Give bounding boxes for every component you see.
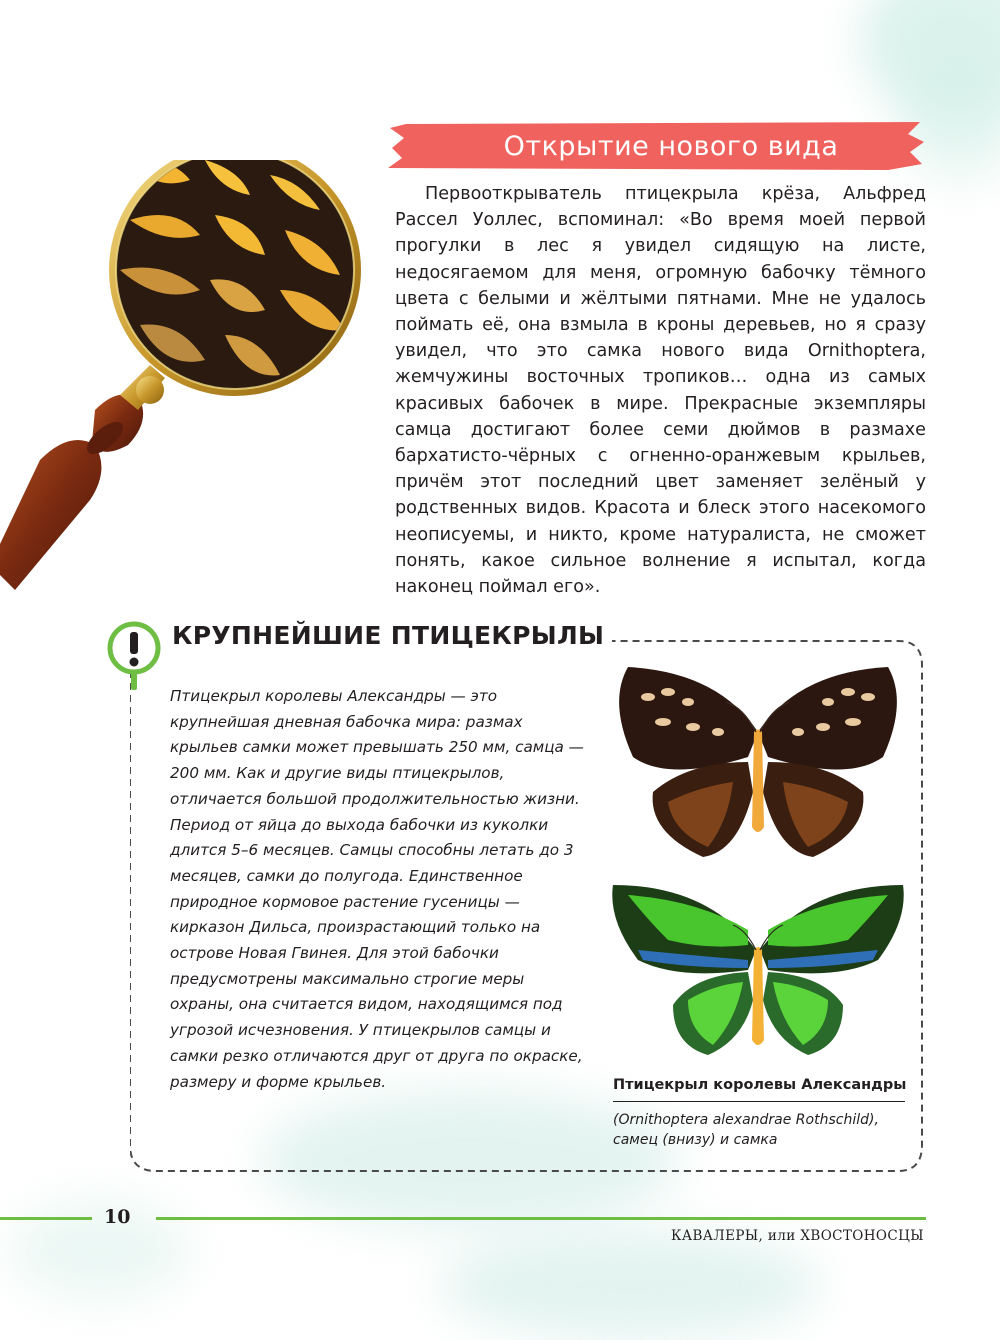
alert-icon	[104, 618, 164, 698]
caption-divider	[613, 1101, 905, 1102]
caption-text: (Ornithoptera alexandrae Rothschild), самец (внизу) и самка	[613, 1112, 879, 1148]
caption-title: Птицекрыл королевы Александры	[613, 1077, 907, 1093]
section-heading: Открытие нового вида	[503, 130, 839, 162]
footer-line-left	[0, 1217, 92, 1220]
page-number: 10	[104, 1206, 131, 1228]
watercolor-wash	[10, 1200, 190, 1300]
section-heading-banner	[388, 120, 924, 172]
running-head: КАВАЛЕРЫ, или ХВОСТОНОСЦЫ	[671, 1228, 924, 1244]
wallace-quote: Первооткрыватель птицекрыла крёза, Альфред Рассел Уоллес, вспоминал: «Во время моей первой прогулки в лес я увидел сидящую на листе, недосягаемом для меня, огромную бабочку тёмного цвета с белыми и жёлтыми пятнами. Мне не удалось поймать её, она взмыла в кроны деревьев, но я сразу увидел, что это самка нового вида Ornithoptera, жемчужины восточных тропиков… одна из самых красивых бабочек в мире. Прекрасные экземпляры самца достигают более семи дюймов в размахе бархатисто-чёрных с огненно-оранжевым крыльев, причём этот последний цвет заменяет зелёный у родственных видов. Красота и блеск этого насекомого неописуемы, и никто, кроме натуралиста, не сможет понять, какое сильное волнение я испытал, когда наконец поймал его».	[395, 184, 926, 598]
butterfly-female-image	[608, 662, 908, 862]
magnifier-image	[0, 160, 380, 590]
watercolor-wash	[440, 1230, 820, 1340]
footer-line-right	[156, 1217, 926, 1220]
info-box-text: Птицекрыл королевы Александры — это крупнейшая дневная бабочка мира: размах крыльев самки может превышать 250 мм, самца — 200 мм. Как и другие виды птицекрылов, отличается большой продолжительностью жизни. Период от яйца до выхода бабочки из куколки длится 5–6 месяцев. Самцы способны летать до 3 месяцев, самки до полугода. Единственное природное кормовое растение гусеницы — кирказон Дильса, произрастающий только на острове Новая Гвинея. Для этой бабочки предусмотрены максимально строгие меры охраны, она считается видом, находящимся под угрозой исчезновения. У птицекрылов самцы и самки резко отличаются друг от друга по окраске, размеру и форме крыльев.	[170, 687, 584, 1091]
info-box-title: КРУПНЕЙШИЕ ПТИЦЕКРЫЛЫ	[172, 621, 612, 650]
butterfly-male-image	[608, 880, 908, 1060]
